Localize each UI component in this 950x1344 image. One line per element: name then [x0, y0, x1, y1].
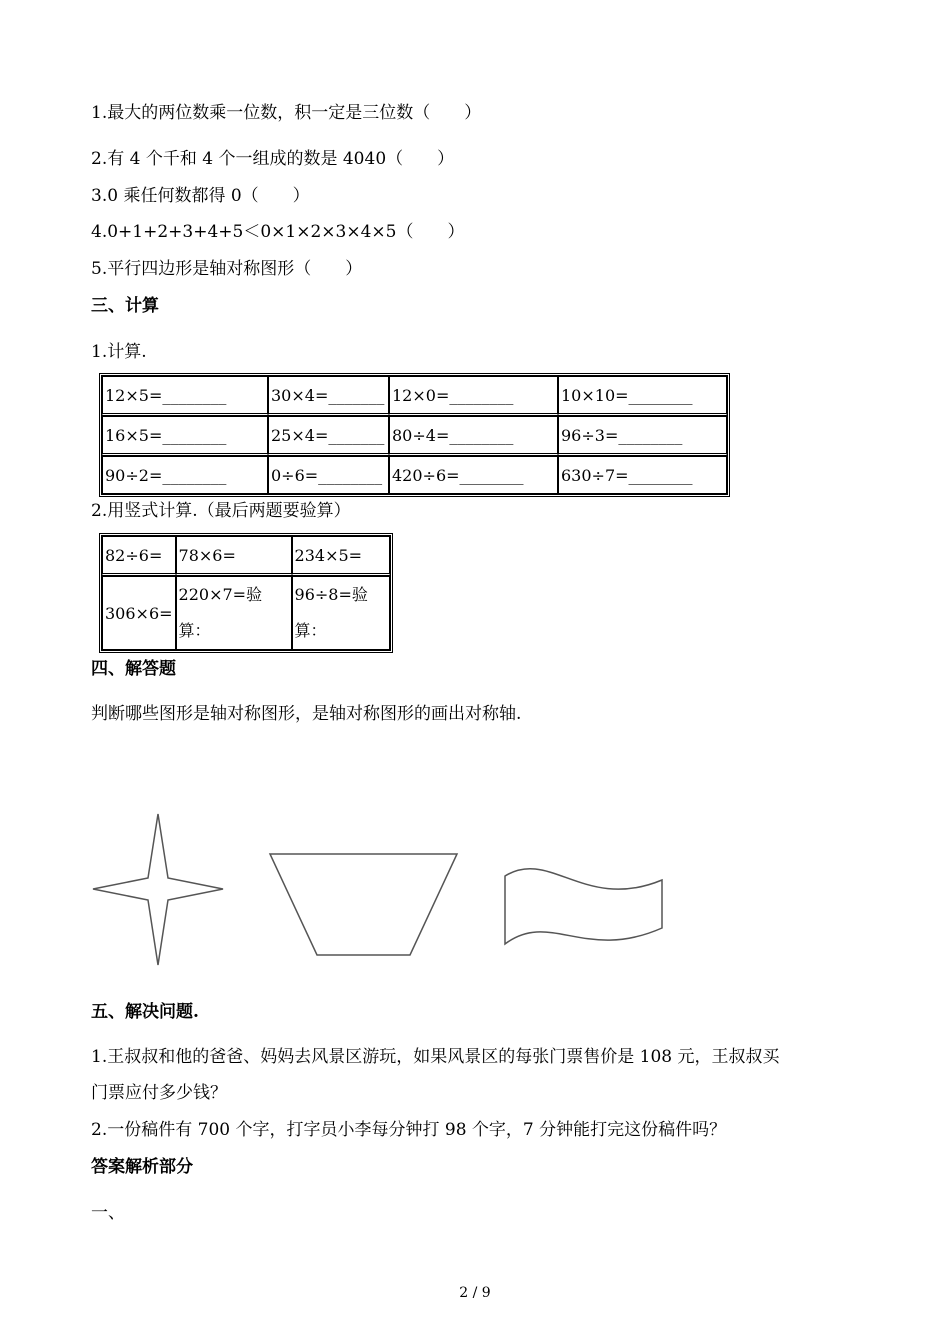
table-cell: 10×10=________	[558, 376, 727, 416]
table-cell: 12×5=________	[102, 376, 268, 416]
table-cell: 12×0=________	[389, 376, 558, 416]
trapezoid-shape	[270, 854, 457, 955]
tf-item-4: 4.0+1+2+3+4+5＜0×1×2×3×4×5（ ）	[91, 222, 465, 242]
problem-2: 2.一份稿件有 700 个字，打字员小李每分钟打 98 个字，7 分钟能打完这份稿件吗？	[91, 1120, 727, 1140]
answer-section-heading: 答案解析部分	[91, 1157, 193, 1177]
table-cell: 80÷4=________	[389, 416, 558, 456]
vertical-calculation-table	[99, 533, 393, 653]
cell-line: 算：	[294, 621, 327, 640]
cell-line: 96÷8=验	[294, 585, 368, 604]
tf-item-2: 2.有 4 个千和 4 个一组成的数是 4040（ ）	[91, 149, 455, 169]
tf-item-5: 5.平行四边形是轴对称图形（ ）	[91, 259, 363, 279]
section-5-heading: 五、解决问题.	[91, 1002, 199, 1022]
table-cell: 16×5=________	[102, 416, 268, 456]
table-cell: 78×6=	[176, 536, 292, 576]
table-cell: 90÷2=________	[102, 456, 268, 494]
calc-question-1: 1.计算.	[91, 342, 147, 362]
table-cell: 306×6=	[102, 576, 176, 650]
wave-flag-shape	[505, 869, 662, 944]
page-number: 2 / 9	[459, 1285, 491, 1301]
table-cell: 420÷6=________	[389, 456, 558, 494]
table-row	[102, 576, 390, 650]
table-row	[102, 456, 727, 494]
section-3-heading: 三、计算	[91, 296, 159, 316]
table-cell	[292, 576, 390, 650]
table-row	[102, 416, 727, 456]
table-cell: 630÷7=________	[558, 456, 727, 494]
table-cell: 234×5=	[292, 536, 390, 576]
table-cell: 96÷3=________	[558, 416, 727, 456]
four-point-star-shape	[93, 814, 223, 965]
shape-figures	[0, 800, 950, 980]
section-4-instruction: 判断哪些图形是轴对称图形，是轴对称图形的画出对称轴.	[91, 704, 522, 724]
table-row	[102, 536, 390, 576]
table-cell: 30×4=_______	[268, 376, 389, 416]
section-4-heading: 四、解答题	[91, 659, 176, 679]
table-cell: 25×4=_______	[268, 416, 389, 456]
table-row	[102, 376, 727, 416]
tf-item-1: 1.最大的两位数乘一位数，积一定是三位数（ ）	[91, 103, 482, 123]
table-cell	[176, 576, 292, 650]
cell-line: 算：	[178, 621, 211, 640]
tf-item-3: 3.0 乘任何数都得 0（ ）	[91, 186, 310, 206]
problem-1-line-2: 门票应付多少钱？	[91, 1083, 227, 1103]
table-cell: 0÷6=________	[268, 456, 389, 494]
table-cell: 82÷6=	[102, 536, 176, 576]
answer-part-1: 一、	[91, 1203, 125, 1223]
calculation-table	[99, 373, 730, 497]
cell-line: 220×7=验	[178, 585, 263, 604]
problem-1-line-1: 1.王叔叔和他的爸爸、妈妈去风景区游玩，如果风景区的每张门票售价是 108 元，王叔叔买	[91, 1047, 780, 1067]
calc-question-2: 2.用竖式计算.（最后两题要验算）	[91, 501, 351, 521]
